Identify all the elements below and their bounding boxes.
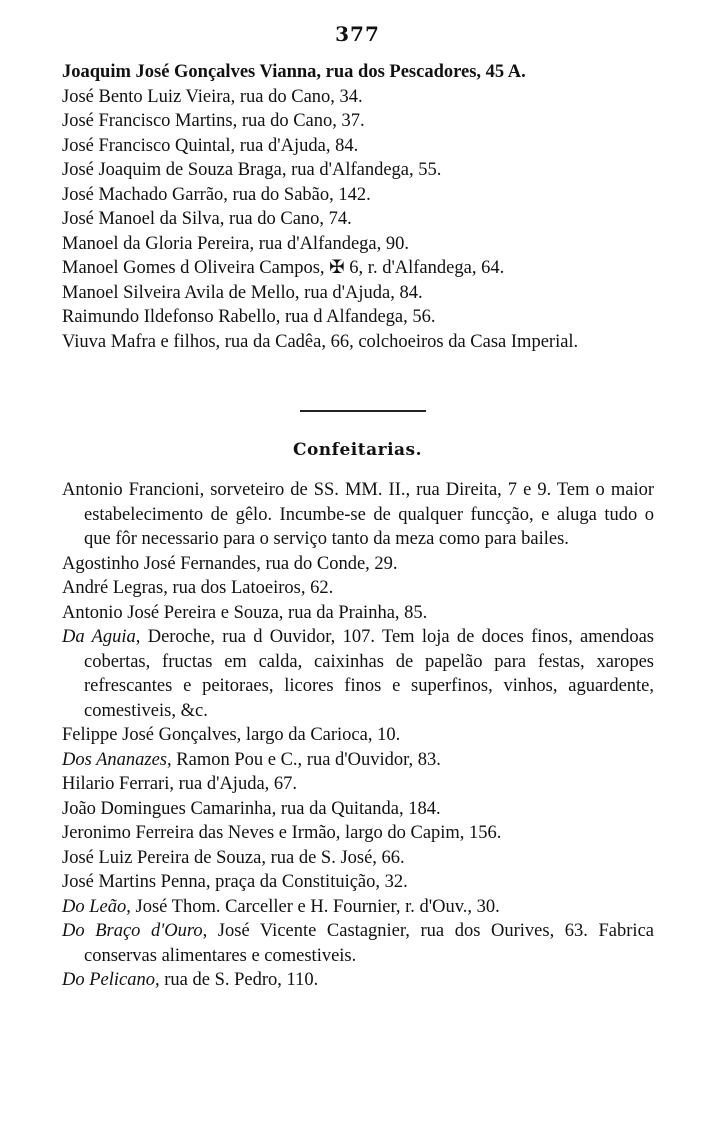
entry-text: Jeronimo Ferreira das Neves e Irmão, largo do Capim, 156.	[62, 823, 502, 843]
entry-text: José Martins Penna, praça da Constituição, 32.	[62, 872, 408, 892]
entry-text: José Luiz Pereira de Souza, rua de S. José, 66.	[62, 847, 405, 868]
confeitaria-entry	[62, 601, 654, 626]
section-divider	[300, 410, 426, 412]
directory-entry: José Manoel da Silva, rua do Cano, 74.	[62, 209, 352, 229]
shop-name: Do Pelicano	[62, 970, 155, 990]
entry-text: Hilario Ferrari, rua d'Ajuda, 67.	[62, 774, 298, 794]
directory-entry: José Francisco Quintal, rua d'Ajuda, 84.	[62, 135, 359, 156]
directory-entry: José Machado Garrão, rua do Sabão, 142.	[62, 184, 371, 205]
entry-text: Antonio José Pereira e Souza, rua da Prainha, 85.	[62, 602, 428, 623]
confeitaria-entry	[62, 895, 654, 920]
confeitaria-entry	[62, 552, 654, 577]
entry-text: , Ramon Pou e C., rua d'Ouvidor, 83.	[167, 749, 441, 770]
directory-entry: José Joaquim de Souza Braga, rua d'Alfandega, 55.	[62, 160, 442, 180]
directory-entry: Manoel da Gloria Pereira, rua d'Alfandega, 90.	[62, 233, 409, 254]
entry-text: , José Thom. Carceller e H. Fournier, r. d'Ouv., 30.	[126, 896, 500, 917]
entry-text: João Domingues Camarinha, rua da Quitanda, 184.	[62, 798, 441, 819]
directory-entry: Manoel Gomes d Oliveira Campos, ✠ 6, r. d'Alfandega, 64.	[62, 258, 505, 278]
entry-text: Felippe José Gonçalves, largo da Carioca, 10.	[62, 725, 401, 745]
shop-name: Da Aguia	[62, 627, 136, 647]
confeitaria-entry	[62, 919, 654, 968]
directory-entry: José Bento Luiz Vieira, rua do Cano, 34.	[62, 86, 363, 107]
shop-name: Do Braço d'Ouro	[62, 921, 203, 941]
section-heading: Confeitarias.	[292, 440, 423, 460]
confeitaria-entry	[62, 821, 654, 846]
directory-list-confeitarias	[62, 478, 654, 993]
entry-text: , José Vicente Castagnier, rua dos Ourives, 63. Fabrica conservas alimentares e comestiveis.	[84, 921, 654, 966]
entry-text: Antonio Francioni, sorveteiro de SS. MM. II., rua Direita, 7 e 9. Tem o maior estabelecimento de gêlo. Incumbe-se de qualquer funcção, e aluga tudo o que fôr necessario para o serviço tanto da meza como para bailes.	[62, 480, 654, 549]
confeitaria-entry	[62, 870, 654, 895]
confeitaria-entry	[62, 772, 654, 797]
entry-text: , rua de S. Pedro, 110.	[155, 970, 319, 990]
directory-entry: Viuva Mafra e filhos, rua da Cadêa, 66, colchoeiros da Casa Imperial.	[62, 331, 579, 352]
confeitaria-entry	[62, 723, 654, 748]
confeitaria-entry	[62, 478, 654, 552]
confeitaria-entry	[62, 968, 654, 993]
shop-name: Dos Ananazes	[62, 749, 168, 770]
entry-text: , Deroche, rua d Ouvidor, 107. Tem loja de doces finos, amendoas cobertas, fructas em calda, caixinhas de papelão para festas, xaropes refrescantes e peitoraes, licores finos e superfinos, vinhos, aguardente, comestiveis, &c.	[84, 627, 654, 721]
confeitaria-entry	[62, 797, 654, 822]
page-number: 377	[335, 22, 380, 46]
confeitaria-entry	[62, 748, 654, 773]
directory-list-upper	[62, 60, 654, 354]
entry-text: Agostinho José Fernandes, rua do Conde, 29.	[62, 553, 398, 574]
directory-entry: Raimundo Ildefonso Rabello, rua d Alfandega, 56.	[62, 307, 436, 327]
confeitaria-entry	[62, 625, 654, 723]
entry-text: André Legras, rua dos Latoeiros, 62.	[62, 578, 334, 598]
shop-name: Do Leão	[62, 896, 127, 917]
directory-entry: Manoel Silveira Avila de Mello, rua d'Ajuda, 84.	[62, 282, 423, 303]
directory-entry: Joaquim José Gonçalves Vianna, rua dos Pescadores, 45 A.	[62, 62, 526, 82]
confeitaria-entry	[62, 576, 654, 601]
directory-entry: José Francisco Martins, rua do Cano, 37.	[62, 111, 365, 131]
confeitaria-entry	[62, 846, 654, 871]
